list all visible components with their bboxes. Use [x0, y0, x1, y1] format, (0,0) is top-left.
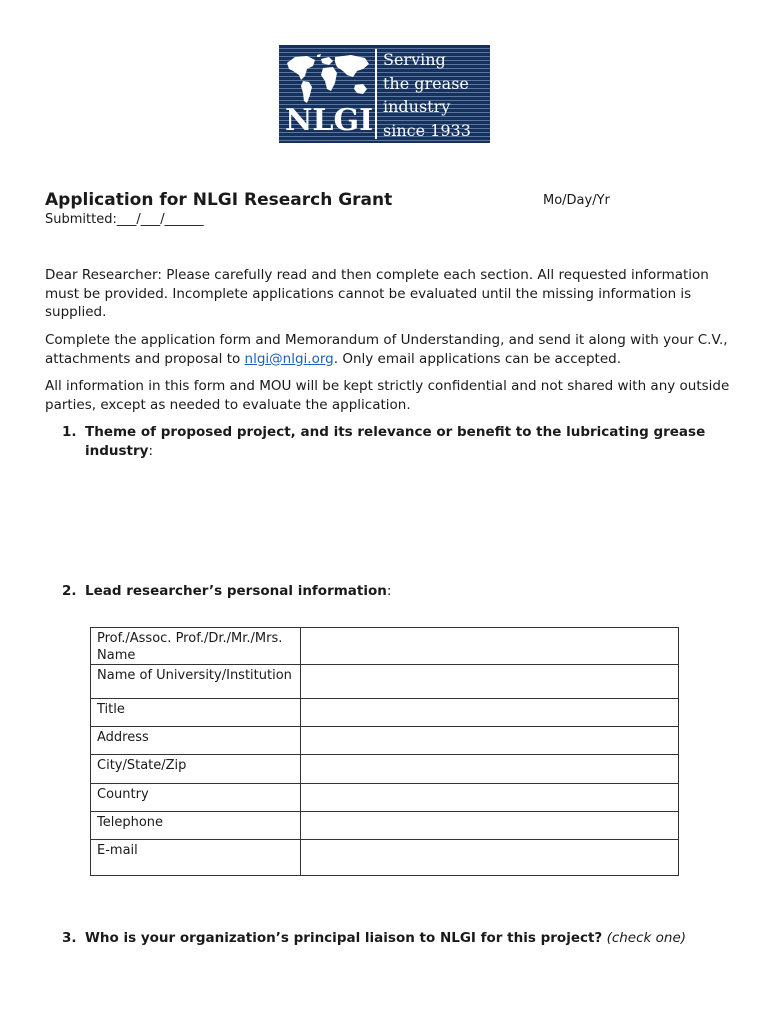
row-label: Country [91, 784, 301, 812]
date-label: Mo/Day/Yr [543, 193, 610, 208]
row-value-input[interactable] [300, 784, 678, 812]
logo-slogan [383, 48, 471, 142]
question-text [85, 929, 732, 948]
logo-brand: NLGI [285, 103, 374, 138]
row-value-input[interactable] [300, 665, 678, 699]
question-text [85, 423, 732, 460]
intro-paragraph-1: Dear Researcher: Please carefully read and then complete each section. All requested information must be provided. Incomplete applications cannot be evaluated until the missing information is supplied. [45, 267, 709, 320]
intro-paragraph-2 [45, 331, 735, 368]
question-bold: Who is your organization’s principal liaison to NLGI for this project? [85, 930, 603, 946]
table-row [91, 727, 679, 755]
table-row [91, 628, 679, 665]
question-number: 2. [62, 583, 77, 599]
email-link[interactable]: nlgi@nlgi.org [244, 350, 334, 367]
question-colon: : [386, 583, 392, 599]
table-row [91, 699, 679, 727]
personal-info-table [90, 627, 679, 876]
question-text [85, 582, 732, 601]
row-value-input[interactable] [300, 699, 678, 727]
row-value-input[interactable] [300, 755, 678, 784]
row-label: Prof./Assoc. Prof./Dr./Mr./Mrs. Name [91, 628, 301, 665]
question-bold: Lead researcher’s personal information [85, 583, 387, 599]
row-value-input[interactable] [300, 840, 678, 876]
table-row [91, 755, 679, 784]
intro-p2-text: Complete the application form and Memorandum of Understanding, and send it along with your C.V., attachments and proposal to [45, 332, 728, 367]
row-label: City/State/Zip [91, 755, 301, 784]
row-label: Name of University/Institution [91, 665, 301, 699]
question-2 [62, 582, 732, 601]
question-number: 3. [62, 930, 77, 946]
submitted-date-field[interactable]: Submitted:___/___/______ [45, 212, 204, 227]
slogan-line: the grease [383, 73, 469, 93]
row-label: Title [91, 699, 301, 727]
question-number: 1. [62, 424, 77, 440]
table-row [91, 812, 679, 840]
world-map-icon [281, 49, 375, 109]
table-row [91, 784, 679, 812]
row-value-input[interactable] [300, 628, 678, 665]
row-label: E-mail [91, 840, 301, 876]
table-row [91, 665, 679, 699]
row-label: Address [91, 727, 301, 755]
question-3 [62, 929, 732, 948]
table-row [91, 840, 679, 876]
row-label: Telephone [91, 812, 301, 840]
question-bold: Theme of proposed project, and its relevance or benefit to the lubricating grease industry [85, 424, 706, 459]
slogan-line: since 1933 [383, 120, 471, 140]
question-1 [62, 423, 732, 460]
question-colon: : [148, 442, 154, 459]
intro-p2-text-end: . Only email applications can be accepted. [333, 350, 622, 367]
slogan-line: industry [383, 97, 451, 116]
row-value-input[interactable] [300, 727, 678, 755]
nlgi-logo [279, 45, 490, 143]
slogan-line: Serving [383, 50, 446, 69]
intro-paragraph-3: All information in this form and MOU will be kept strictly confidential and not shared with any outside parties, except as needed to evaluate the application. [45, 378, 730, 413]
logo-divider [375, 49, 377, 139]
page-title: Application for NLGI Research Grant [45, 190, 393, 210]
question-hint: (check one) [606, 930, 687, 946]
row-value-input[interactable] [300, 812, 678, 840]
